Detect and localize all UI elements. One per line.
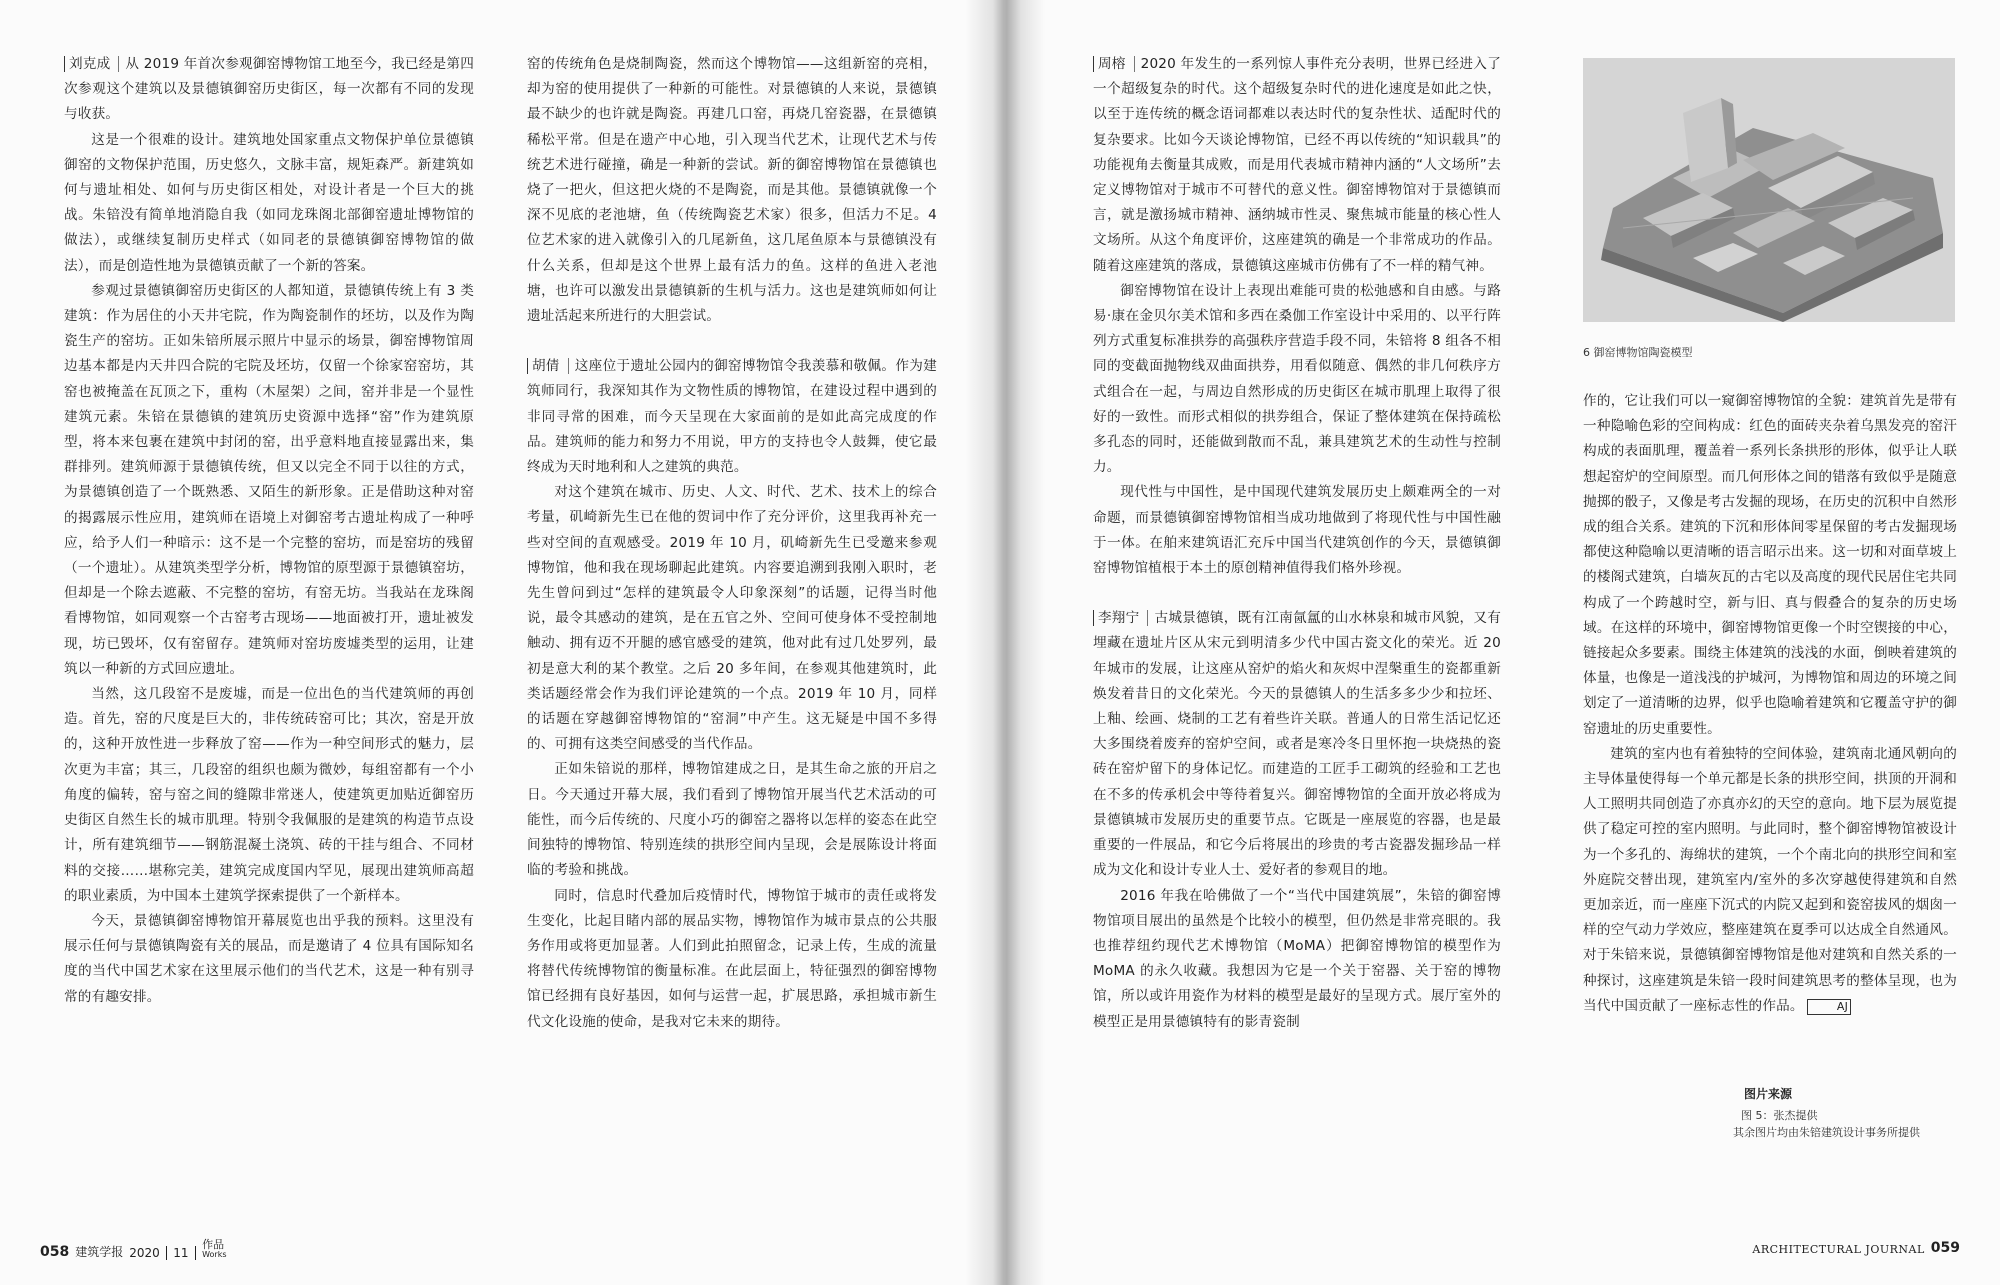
end-mark: AJ <box>1807 999 1851 1015</box>
paragraph-text: 2016 年我在哈佛做了一个“当代中国建筑展”，朱锫的御窑博物馆项目展出的虽然是个比较小的模型，但仍然是非常亮眼的。我也推荐纽约现代艺术博物馆（MoMA）把御窑博物馆的模型作为 MoMA 的永久收藏。我想因为它是一个关于窑器、关于窑的博物馆，所以或许用瓷作为材料的模型是最好的呈现方式。展厅室外的模型正是用景德镇特有的影青瓷制 <box>1093 887 1501 1030</box>
image-credits-title: 图片来源 <box>1744 1087 1793 1101</box>
paragraph-text: 建筑的室内也有着独特的空间体验，建筑南北通风朝向的主导体量使得每一个单元都是长条的拱形空间，拱顶的开洞和人工照明共同创造了亦真亦幻的天空的意向。地下层为展览提供了稳定可控的室内照明。与此同时，整个御窑博物馆被设计为一个多孔的、海绵状的建筑，一个个南北向的拱形空间和室外庭院交替出现，建筑室内/室外的多次穿越使得建筑和自然更加亲近，而一座座下沉式的内院又起到和瓷窑拔风的烟囱一样的空气动力学效应，整座建筑在夏季可以达成全自然通风。对于朱锫来说，景德镇御窑博物馆是他对建筑和自然关系的一种探讨，这座建筑是朱锫一段时间建筑思考的整体呈现，也为当代中国贡献了一座标志性的作品。 <box>1583 745 1957 1014</box>
paragraph-text: 2020 年发生的一系列惊人事件充分表明，世界已经进入了一个超级复杂的时代。这个超级复杂时代的进化速度是如此之快，以至于连传统的概念语词都难以表达时代的复杂性状、适配时代的复杂要求。比如今天谈论博物馆，已经不再以传统的“知识载具”的功能视角去衡量其成败，而是用代表城市精神内涵的“人文场所”去定义博物馆对于城市不可替代的意义性。御窑博物馆对于景德镇而言，就是激扬城市精神、涵纳城市性灵、聚焦城市能量的核心性人文场所。从这个角度评价，这座建筑的确是一个非常成功的作品。随着这座建筑的落成，景德镇这座城市仿佛有了不一样的精气神。 <box>1093 56 1501 274</box>
figure-porcelain-model <box>1583 58 1955 322</box>
left-column-1 <box>64 52 474 1142</box>
section-label <box>202 1240 226 1260</box>
paragraph-text: 作的，它让我们可以一窥御窑博物馆的全貌：建筑首先是带有一种隐喻色彩的空间构成：红色的面砖夹杂着乌黑发亮的窑汗构成的表面肌理，覆盖着一系列长条拱形的形体，似乎让人联想起窑炉的空间原型。而几何形体之间的错落有致似乎是随意抛掷的骰子，又像是考古发掘的现场，在历史的沉积中自然形成的组合关系。建筑的下沉和形体间零星保留的考古发掘现场都使这种隐喻以更清晰的语言昭示出来。这一切和对面草坡上的楼阁式建筑，白墙灰瓦的古宅以及高度的现代民居住宅共同构成了一个跨越时空，新与旧、真与假叠合的复杂的历史场域。在这样的环境中，御窑博物馆更像一个时空锲接的中心，链接起众多要素。围绕主体建筑的浅浅的水面，倒映着建筑的体量，也像是一道浅浅的护城河，为博物馆和周边的环境之间划定了一道清晰的边界，似乎也隐喻着建筑和它覆盖守护的御窑遗址的历史重要性。 <box>1583 393 1957 737</box>
paragraph-text: 今天，景德镇御窑博物馆开幕展览也出乎我的预料。这里没有展示任何与景德镇陶瓷有关的展品，而是邀请了 4 位具有国际知名度的当代中国艺术家在这里展示他们的当代艺术，这是一种有别寻常的有趣安排。 <box>64 912 474 1005</box>
journal-issue: 11 <box>173 1246 189 1260</box>
paragraph <box>527 354 937 480</box>
paragraph <box>1093 884 1501 1035</box>
figure-caption: 6 御窑博物馆陶瓷模型 <box>1583 346 1693 359</box>
paragraph-text: 窑的传统角色是烧制陶瓷，然而这个博物馆——这组新窑的亮相，却为窑的使用提供了一种新的可能性。对景德镇的人来说，景德镇最不缺少的也许就是陶瓷。再建几口窑，再烧几窑瓷器，在景德镇稀松平常。但是在遗产中心地，引入现当代艺术，让现代艺术与传统艺术进行碰撞，确是一种新的尝试。新的御窑博物馆在景德镇也烧了一把火，但这把火烧的不是陶瓷，而是其他。景德镇就像一个深不见底的老池塘，鱼（传统陶瓷艺术家）很多，但活力不足。4 位艺术家的进入就像引入的几尾新鱼，这几尾鱼原本与景德镇没有什么关系，但却是这个世界上最有活力的鱼。这样的鱼进入老池塘，也许可以激发出景德镇新的生机与活力。这也是建筑师如何让遗址活起来所进行的大胆尝试。 <box>527 56 937 325</box>
section-label-en: Works <box>202 1250 227 1259</box>
section-label-cn: 作品 <box>202 1238 225 1251</box>
journal-name-en: ARCHITECTURAL JOURNAL <box>1752 1243 1925 1256</box>
paragraph <box>527 757 937 883</box>
paragraph <box>64 52 474 128</box>
footer-separator <box>166 1246 168 1260</box>
paragraph <box>64 909 474 1010</box>
right-footer <box>1752 1240 1960 1256</box>
paragraph-text: 这是一个很难的设计。建筑地处国家重点文物保护单位景德镇御窑的文物保护范围，历史悠久，文脉丰富，规矩森严。新建筑如何与遗址相处、如何与历史街区相处，对设计者是一个巨大的挑战。朱锫没有简单地消隐自我（如同龙珠阁北部御窑遗址博物馆的做法），或继续复制历史样式（如同老的景德镇御窑博物馆的做法），而是创造性地为景德镇贡献了一个新的答案。 <box>64 131 474 274</box>
paragraph-text: 正如朱锫说的那样，博物馆建成之日，是其生命之旅的开启之日。今天通过开幕大展，我们看到了博物馆开展当代艺术活动的可能性，而今后传统的、尺度小巧的御窑之器将以怎样的姿态在此空间独特的博物馆、特别连续的拱形空间内呈现，会是展陈设计将面临的考验和挑战。 <box>527 761 937 879</box>
paragraph <box>1093 52 1501 279</box>
page-number-right: 059 <box>1930 1240 1960 1256</box>
author-name: 胡倩 <box>527 358 569 374</box>
right-column-2 <box>1583 389 1957 1059</box>
paragraph-text: 同时，信息时代叠加后疫情时代，博物馆于城市的责任或将发生变化，比起目睹内部的展品实物，博物馆作为城市景点的公共服务作用或将更加显著。人们到此拍照留念，记录上传，生成的流量将替代传统博物馆的衡量标准。在此层面上，特征强烈的御窑博物馆已经拥有良好基因，如何与运营一起，扩展思路，承担城市新生代文化设施的使命，是我对它未来的期待。 <box>527 887 937 1030</box>
image-credit-line-1: 图 5：张杰提供 <box>1741 1109 1818 1122</box>
paragraph-text: 古城景德镇，既有江南氤氲的山水林泉和城市风貌，又有埋藏在遗址片区从宋元到明清多少代中国古瓷文化的荣光。近 20 年城市的发展，让这座从窑炉的焰火和灰烬中涅槃重生的瓷都重新焕发着昔日的文化荣光。今天的景德镇人的生活多多少少和拉坯、上釉、绘画、烧制的工艺有着些许关联。普通人的日常生活记忆还大多围绕着废弃的窑炉空间，或者是寒冷冬日里怀抱一块烧热的瓷砖在窑炉留下的身体记忆。而建造的工匠手工砌筑的经验和工艺也在不多的传承机会中等待着复兴。御窑博物馆的全面开放必将成为景德镇城市发展历史的重要节点。它既是一座展览的容器，也是最重要的一件展品，和它今后将展出的珍贵的考古瓷器发掘珍品一样成为文化和设计专业人士、爱好者的参观目的地。 <box>1093 610 1501 879</box>
paragraph <box>64 128 474 279</box>
paragraph <box>527 52 937 329</box>
paragraph <box>1583 742 1957 1019</box>
footer-separator <box>195 1246 197 1260</box>
author-name: 周榕 <box>1093 56 1135 72</box>
paragraph-text: 对这个建筑在城市、历史、人文、时代、艺术、技术上的综合考量，矶崎新先生已在他的贺词中作了充分评价，这里我再补充一些对空间的直观感受。2019 年 10 月，矶崎新先生已受邀来参观博物馆，他和我在现场聊起此建筑。内容要追溯到我刚入职时，老先生曾问到过“怎样的建筑最令人印象深刻”的话题，记得当时他说，最令其感动的建筑，是在五官之外、空间可使身体不受控制地触动、拥有迈不开腿的感官感受的建筑，他对此有过几处罗列，最初是意大利的某个教堂。之后 20 多年间，在参观其他建筑时，此类话题经常会作为我们评论建筑的一个点。2019 年 10 月，同样的话题在穿越御窑博物馆的“窑洞”中产生。这无疑是中国不多得的、可拥有这类空间感受的当代作品。 <box>527 484 937 753</box>
page-number-left: 058 <box>40 1244 70 1260</box>
paragraph-text: 从 2019 年首次参观御窑博物馆工地至今，我已经是第四次参观这个建筑以及景德镇御窑历史街区，每一次都有不同的发现与收获。 <box>64 56 474 123</box>
paragraph <box>1583 389 1957 742</box>
author-name: 刘克成 <box>64 56 119 72</box>
journal-year: 2020 <box>129 1246 160 1260</box>
right-column-1 <box>1093 52 1501 1212</box>
paragraph <box>1093 480 1501 581</box>
paragraph <box>1093 606 1501 883</box>
paragraph <box>527 480 937 757</box>
paragraph <box>64 279 474 682</box>
paragraph-text: 御窑博物馆在设计上表现出难能可贵的松弛感和自由感。与路易·康在金贝尔美术馆和多西在桑伽工作室设计中采用的、以平行阵列方式重复标准拱券的高强秩序营造手段不同，朱锫将 8 组各不相同的变截面抛物线双曲面拱券，用看似随意、偶然的非几何秩序方式组合在一起，与周边自然形成的历史街区在城市肌理上取得了很好的一致性。而形式相似的拱券组合，保证了整体建筑在保持疏松多孔态的同时，还能做到散而不乱，兼具建筑艺术的生动性与控制力。 <box>1093 282 1501 476</box>
paragraph-text: 参观过景德镇御窑历史街区的人都知道，景德镇传统上有 3 类建筑：作为居住的小天井宅院，作为陶瓷制作的坯坊，以及作为陶瓷生产的窑坊。正如朱锫所展示照片中显示的场景，御窑博物馆周边基本都是内天井四合院的宅院及坯坊，仅留一个徐家窑窑坊，其窑也被掩盖在瓦顶之下，重构（木屋架）之间，窑并非是一个显性建筑元素。朱锫在景德镇的建筑历史资源中选择“窑”作为建筑原型，将本来包裹在建筑中封闭的窑，出乎意料地直接显露出来，集群排列。建筑师源于景德镇传统，但又以完全不同于以往的方式，为景德镇创造了一个既熟悉、又陌生的新形象。正是借助这种对窑的揭露展示性应用，建筑师在语境上对御窑考古遗址构成了一种呼应，给予人们一种暗示：这不是一个完整的窑坊，而是窑坊的残留（一个遗址）。从建筑类型学分析，博物馆的原型源于景德镇窑坊，但却是一个除去遮蔽、不完整的窑坊，有窑无坊。当我站在龙珠阁看博物馆，如同观察一个古窑考古现场——地面被打开，遗址被发现，坊已毁坏，仅有窑留存。建筑师对窑坊废墟类型的运用，让建筑以一种新的方式回应遗址。 <box>64 282 474 677</box>
paragraph <box>64 682 474 909</box>
left-column-2 <box>527 52 937 1132</box>
image-credit-line-2: 其余图片均由朱锫建筑设计事务所提供 <box>1733 1126 1920 1139</box>
journal-name: 建筑学报 <box>75 1245 124 1259</box>
porcelain-model-illustration <box>1583 58 1955 322</box>
paragraph <box>527 884 937 1035</box>
paragraph-text: 现代性与中国性，是中国现代建筑发展历史上颇难两全的一对命题，而景德镇御窑博物馆相当成功地做到了将现代性与中国性融于一体。在舶来建筑语汇充斥中国当代建筑创作的今天，景德镇御窑博物馆植根于本土的原创精神值得我们格外珍视。 <box>1093 484 1501 577</box>
paragraph-text: 这座位于遗址公园内的御窑博物馆令我羡慕和敬佩。作为建筑师同行，我深知其作为文物性质的博物馆，在建设过程中遇到的非同寻常的困难，而今天呈现在大家面前的是如此高完成度的作品。建筑师的能力和努力不用说，甲方的支持也令人鼓舞，使它最终成为天时地利和人之建筑的典范。 <box>527 358 937 476</box>
paragraph-text: 当然，这几段窑不是废墟，而是一位出色的当代建筑师的再创造。首先，窑的尺度是巨大的，非传统砖窑可比；其次，窑是开放的，这种开放性进一步释放了窑——作为一种空间形式的魅力，层次更为丰富；其三，几段窑的组织也颇为微妙，每组窑都有一个小角度的偏转，窑与窑之间的缝隙非常迷人，使建筑更加贴近御窑历史街区自然生长的城市肌理。特别令我佩服的是建筑的构造节点设计，所有建筑细节——钢筋混凝土浇筑、砖的干挂与组合、不同材料的交接……堪称完美，建筑完成度国内罕见，展现出建筑师高超的职业素质，为中国本土建筑学探索提供了一个新样本。 <box>64 686 474 904</box>
left-footer <box>40 1240 227 1260</box>
author-name: 李翔宁 <box>1093 610 1148 626</box>
paragraph <box>1093 279 1501 481</box>
